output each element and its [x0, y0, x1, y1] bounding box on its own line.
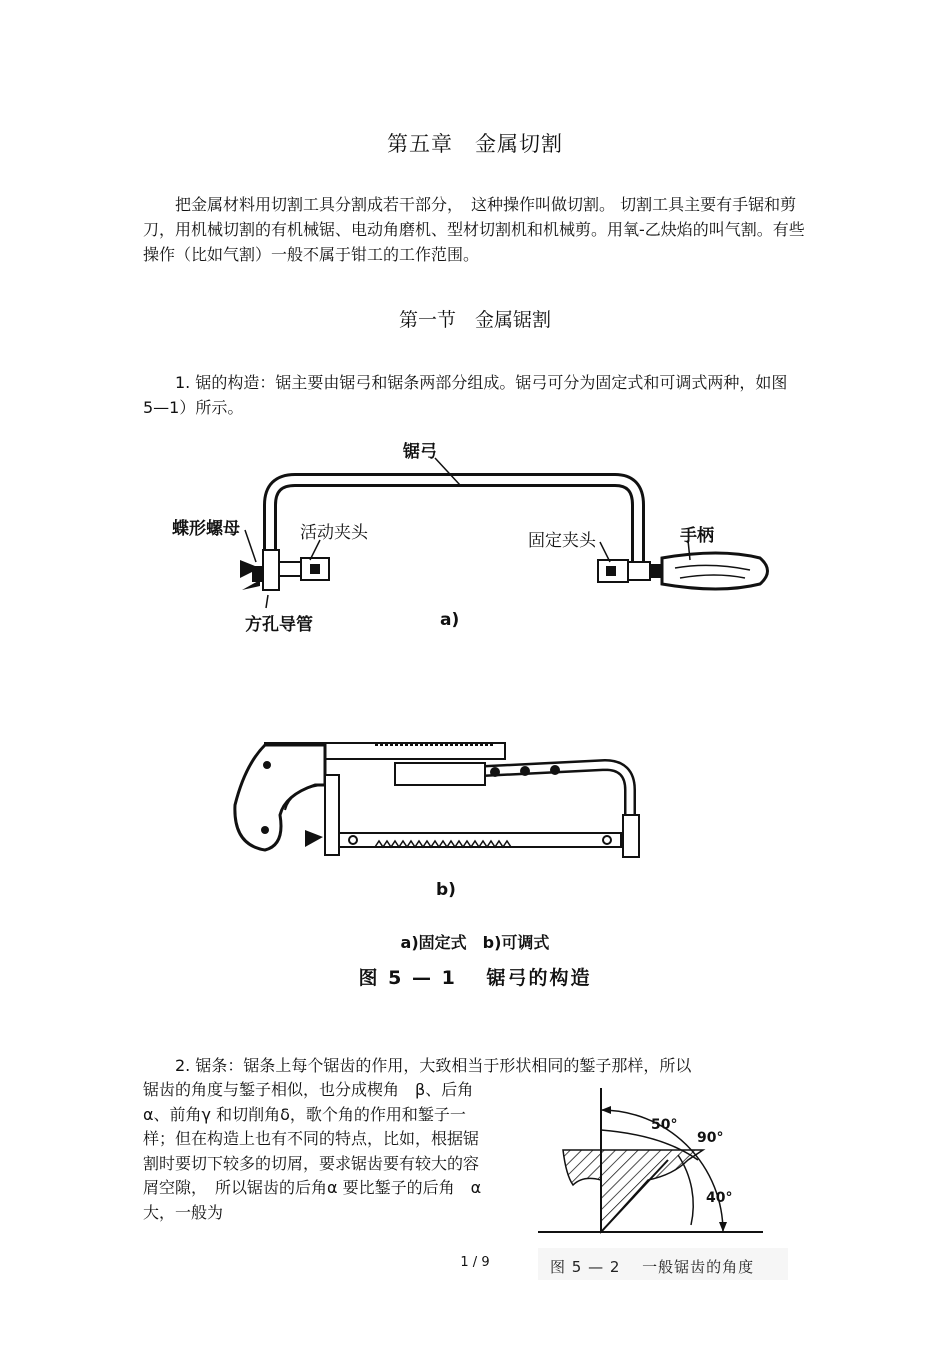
item2-paragraph: 锯齿的角度与錾子相似，也分成楔角 β、后角α、前角γ 和切削角δ，歌个角的作用和錾子一样；但在构造上也有不同的特点，比如，根据锯割时要切下较多的切屑，要求锯齿要有较大的容屑空隙， 所以锯齿的后角α 要比錾子的后角 α 大，一般为 — [143, 1080, 482, 1222]
label-square-tube: 方孔导管 — [245, 615, 313, 635]
figure1-subcaption: a)固定式 b)可调式 — [400, 933, 550, 952]
figure1-caption: 图 5 — 1 锯弓的构造 — [358, 967, 592, 989]
label-handle: 手柄 — [680, 526, 714, 546]
label-movable-clamp: 活动夹头 — [300, 523, 368, 543]
label-fig-a: a) — [440, 610, 460, 630]
figure2-caption: 图 5 — 2 一般锯齿的角度 — [550, 1258, 755, 1276]
angle-90-label: 90° — [697, 1130, 724, 1146]
item1-paragraph: 1. 锯的构造：锯主要由锯弓和锯条两部分组成。锯弓可分为固定式和可调式两种，如图 5—1）所示。 — [143, 373, 804, 417]
chapter-title: 第五章 金属切割 — [387, 132, 563, 156]
section-title: 第一节 金属锯割 — [398, 309, 551, 331]
intro-paragraph: 把金属材料用切割工具分割成若干部分， 这种操作叫做切割。 切割工具主要有手锯和剪刀，用机械切割的有机械锯、电动角磨机、型材切割机和机械剪。用氧-乙炔焰的叫气割。有些操作（比如气割）一般不属于钳工的工作范围。 — [143, 195, 805, 264]
label-fixed-clamp: 固定夹头 — [528, 531, 596, 551]
page-number: 1 / 9 — [460, 1255, 490, 1270]
label-fig-b: b) — [436, 880, 456, 900]
figure-saw-tooth-angles — [538, 1080, 788, 1280]
label-saw-bow: 锯弓 — [403, 442, 437, 462]
angle-50-label: 50° — [651, 1117, 678, 1133]
angle-40-label: 40° — [706, 1190, 733, 1206]
figure-adjustable-hacksaw — [225, 715, 655, 875]
figure-fixed-hacksaw — [160, 430, 820, 640]
item2-first-line: 2. 锯条：锯条上每个锯齿的作用，大致相当于形状相同的錾子那样，所以 — [175, 1056, 692, 1075]
label-wing-nut: 蝶形螺母 — [172, 519, 240, 539]
